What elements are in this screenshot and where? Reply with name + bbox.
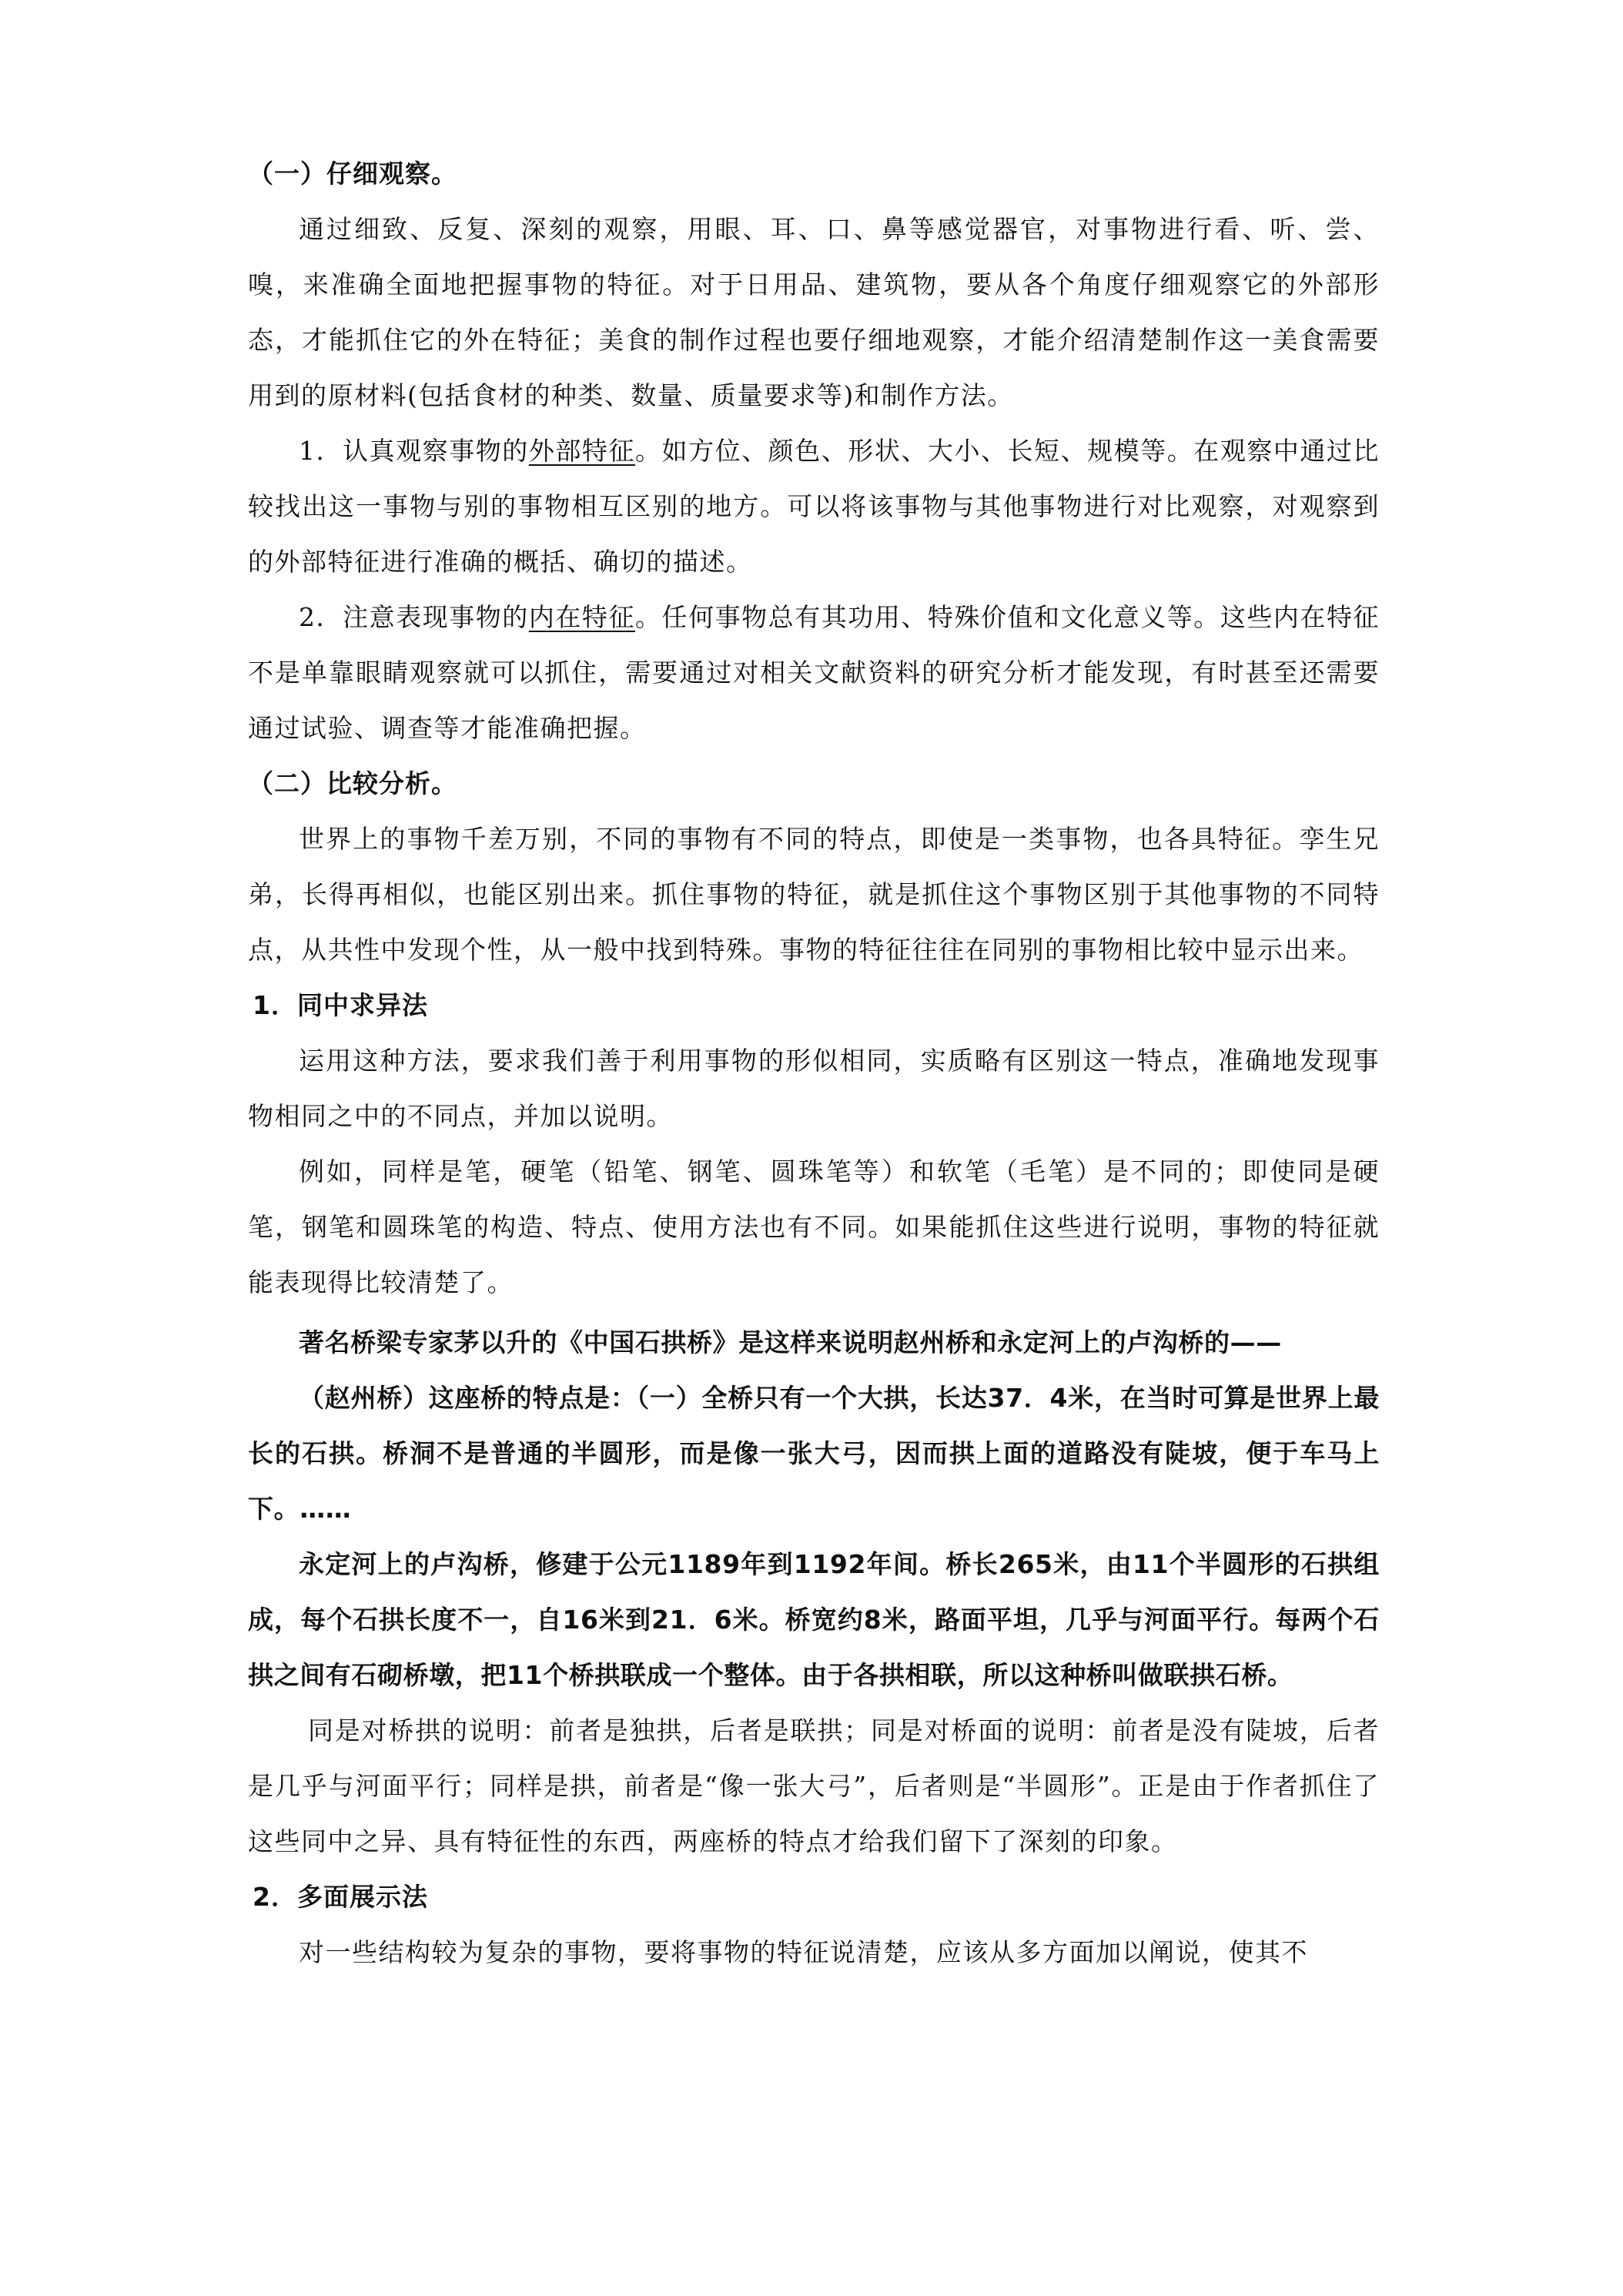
quote-lugou-bridge: 永定河上的卢沟桥，修建于公元1189年到1192年间。桥长265米，由11个半圆形的石拱组成，每个石拱长度不一，自16米到21．6米。桥宽约8米，路面平坦，几乎与河面平行。每两个石拱之间有石砌桥墩，把11个桥拱联成一个整体。由于各拱相联，所以这种桥叫做联拱石桥。 — [248, 1549, 1380, 1690]
item1-text: 。如方位、颜色、形状、大小、长短、规模等。在观察中通过比较找出这一事物与别的事物相互区别的地方。可以将该事物与其他事物进行对比观察，对观察到的外部特征进行准确的概括、确切的描述。 — [248, 436, 1380, 577]
paragraph-external-features — [248, 423, 1380, 590]
term-internal-features: 内在特征 — [528, 602, 635, 632]
paragraph-compare-intro: 世界上的事物千差万别，不同的事物有不同的特点，即使是一类事物，也各具特征。孪生兄弟，长得再相似，也能区别出来。抓住事物的特征，就是抓住这个事物区别于其他事物的不同特点，从共性中发现个性，从一般中找到特殊。事物的特征往往在同别的事物相比较中显示出来。 — [248, 824, 1380, 965]
item1-prefix: 1．认真观察事物的 — [299, 436, 529, 466]
quote-zhaozhou-bridge: （赵州桥）这座桥的特点是：（一）全桥只有一个大拱，长达37．4米，在当时可算是世界上最长的石拱。桥洞不是普通的半圆形，而是像一张大弓，因而拱上面的道路没有陡坡，便于车马上下。…… — [248, 1383, 1380, 1524]
method-heading-difference: 1．同中求异法 — [253, 990, 428, 1020]
paragraph-method1-intro: 运用这种方法，要求我们善于利用事物的形似相同，实质略有区别这一特点，准确地发现事物相同之中的不同点，并加以说明。 — [248, 1046, 1380, 1131]
paragraph-method2-intro: 对一些结构较为复杂的事物，要将事物的特征说清楚，应该从多方面加以阐说，使其不 — [299, 1937, 1308, 1967]
paragraph-observe-intro: 通过细致、反复、深刻的观察，用眼、耳、口、鼻等感觉器官，对事物进行看、听、尝、嗅，来准确全面地把握事物的特征。对于日用品、建筑物，要从各个角度仔细观察它的外部形态，才能抓住它的外在特征；美食的制作过程也要仔细地观察，才能介绍清楚制作这一美食需要用到的原材料(包括食材的种类、数量、质量要求等)和制作方法。 — [248, 214, 1380, 410]
term-external-features: 外部特征 — [528, 436, 635, 466]
paragraph-pen-example: 例如，同样是笔，硬笔（铅笔、钢笔、圆珠笔等）和软笔（毛笔）是不同的；即使同是硬笔，钢笔和圆珠笔的构造、特点、使用方法也有不同。如果能抓住这些进行说明，事物的特征就能表现得比较清楚了。 — [248, 1156, 1380, 1297]
paragraph-internal-features — [248, 590, 1380, 756]
section-heading-compare: （二）比较分析。 — [248, 768, 457, 798]
method-heading-multifaceted: 2．多面展示法 — [253, 1882, 428, 1912]
document-body — [248, 146, 1380, 1980]
section-heading-observe: （一）仔细观察。 — [248, 159, 457, 189]
item2-prefix: 2．注意表现事物的 — [299, 602, 529, 632]
paragraph-bridge-analysis: 同是对桥拱的说明：前者是独拱，后者是联拱；同是对桥面的说明：前者是没有陡坡，后者是几乎与河面平行；同样是拱，前者是“像一张大弓”，后者则是“半圆形”。正是由于作者抓住了这些同中之异、具有特征性的东西，两座桥的特点才给我们留下了深刻的印象。 — [248, 1715, 1380, 1856]
item2-text: 。任何事物总有其功用、特殊价值和文化意义等。这些内在特征不是单靠眼睛观察就可以抓住，需要通过对相关文献资料的研究分析才能发现，有时甚至还需要通过试验、调查等才能准确把握。 — [248, 602, 1380, 743]
quote-intro: 著名桥梁专家茅以升的《中国石拱桥》是这样来说明赵州桥和永定河上的卢沟桥的—— — [299, 1327, 1282, 1357]
